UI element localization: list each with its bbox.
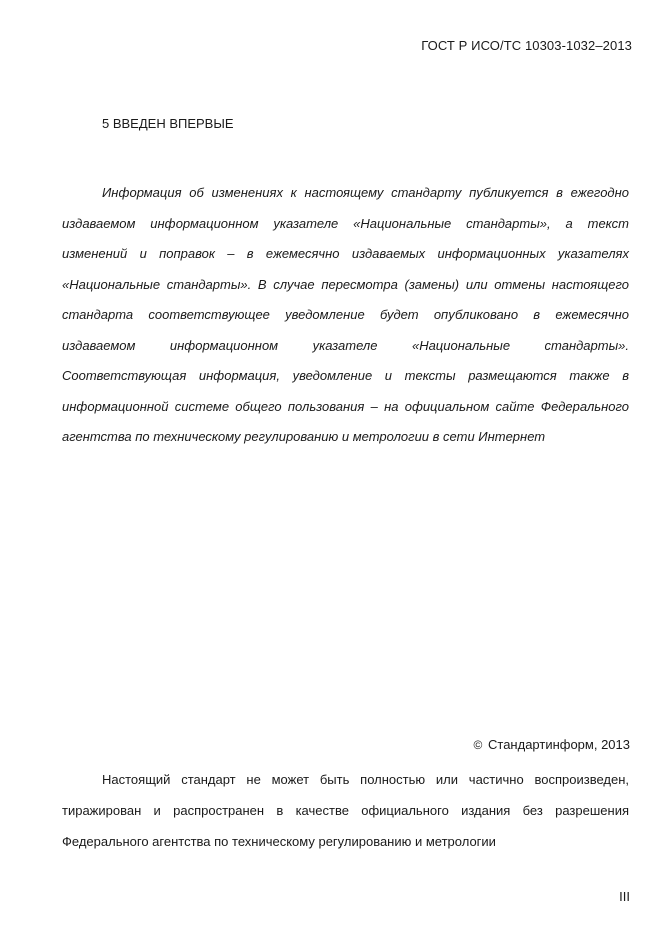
notice-line: тиражирован и распространен в качестве официального издания без разрешения [62,803,629,818]
info-line: издаваемом информационном указателе «Национальные стандарты». [62,337,629,353]
info-line: Соответствующая информация, уведомление и тексты размещаются также в [62,368,629,383]
info-line: «Национальные стандарты». В случае пересмотра (замены) или отмены настоящего [62,276,629,292]
info-line: издаваемом информационном указателе «Национальные стандарты», а текст [62,215,629,231]
copyright-notice [474,737,630,752]
copyright-text: Стандартинформ, 2013 [488,737,630,752]
section-heading: 5 ВВЕДЕН ВПЕРВЫЕ [102,116,234,131]
copyright-icon: © [473,738,483,752]
info-line: информационной системе общего пользования – на официальном сайте Федерального [62,398,629,414]
info-line: Информация об изменениях к настоящему стандарту публикуется в ежегодно [102,185,629,200]
info-line: изменений и поправок – в ежемесячно издаваемых информационных указателях [62,246,629,261]
notice-line: Федерального агентства по техническому регулированию и метрологии [62,834,496,849]
info-paragraph [62,178,629,453]
notice-line: Настоящий стандарт не может быть полностью или частично воспроизведен, [102,772,629,787]
info-line: агентства по техническому регулированию и метрологии в сети Интернет [62,429,546,444]
info-line: стандарта соответствующее уведомление будет опубликовано в ежемесячно [62,307,629,322]
page-number: III [619,889,630,904]
standard-code: ГОСТ Р ИСО/ТС 10303-1032–2013 [421,38,632,53]
reproduction-notice [62,764,629,857]
